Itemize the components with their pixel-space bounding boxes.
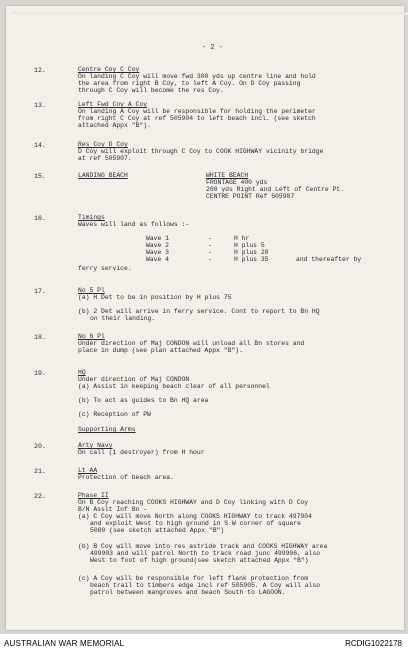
para-line: (b) To act as guides to Bn HQ area (78, 397, 209, 404)
beach-extent: 200 yds Right and Left of Centre Pt. (206, 186, 345, 193)
para-number: 17. (34, 288, 46, 295)
para-heading: Arty Navy (78, 442, 113, 449)
para-line: (b) B Coy will move into res astride track and COOKS HIGHWAY area (78, 543, 328, 550)
wave-dash: - (208, 235, 212, 242)
para-heading: Res Coy D Coy (78, 141, 128, 148)
para-heading: No 6 Pl (78, 333, 105, 340)
para-line: On call (1 destroyer) from H hour (78, 449, 205, 456)
wave-label: Wave 4 (146, 256, 170, 263)
para-line: ferry service. (78, 265, 132, 272)
para-number: 20. (34, 443, 46, 450)
para-number: 21. (34, 468, 46, 475)
para-line: D Coy will exploit through C Coy to COOK HIGHWAY vicinity bridge (78, 148, 324, 155)
footer-id: RCDIG1022178 (345, 639, 402, 648)
para-line: B/N Asslt Inf Bn - (78, 506, 148, 513)
para-number: 19. (34, 370, 46, 377)
document-page (6, 6, 404, 630)
beach-frontage: FRONTAGE 400 yds (206, 179, 268, 186)
wave-time: H plus 5 (234, 242, 265, 249)
para-heading: Lt AA (78, 467, 98, 474)
wave-time: H hr (234, 235, 250, 242)
section-heading: Supporting Arms (78, 426, 136, 433)
para-line: Protection of beach area. (78, 474, 174, 481)
archive-footer (0, 634, 408, 654)
para-number: 14. (34, 142, 46, 149)
wave-extra: and thereafter by (296, 256, 362, 263)
wave-time: H plus 35 (234, 256, 269, 263)
wave-dash: - (208, 242, 212, 249)
footer-source: AUSTRALIAN WAR MEMORIAL (4, 639, 125, 648)
para-heading: No 5 Pl (78, 287, 105, 294)
para-line: (c) Reception of PW (78, 411, 151, 418)
para-number: 18. (34, 334, 46, 341)
para-line: Waves will land as follows :- (78, 221, 190, 228)
para-line: Under direction of Maj CONDON (78, 376, 190, 383)
wave-dash: - (208, 256, 212, 263)
para-line: 5000 (see sketch attached Appx "B") (90, 527, 225, 534)
para-line: (b) 2 Det will arrive in ferry service. Cont to report to Bn HQ (78, 308, 320, 315)
wave-dash: - (208, 249, 212, 256)
para-line: beach trail to timbers edge incl ref 505905. A Coy will also (90, 582, 321, 589)
para-number: 13. (34, 102, 46, 109)
para-line: Under direction of Maj CONDON will unload all Bn stores and (78, 340, 305, 347)
para-line: from right C Coy at ref 505904 to left beach incl. (see sketch (78, 115, 316, 122)
para-line: the area from right B Coy, to left A Coy. On D Coy passing (78, 80, 301, 87)
para-line: attached Appx "B"). (78, 122, 151, 129)
beach-name: WHITE BEACH (206, 172, 249, 179)
para-line: (c) A Coy will be responsible for left flank protection from (78, 575, 309, 582)
para-line: On landing A Coy will be responsible for holding the perimeter (78, 108, 316, 115)
para-heading: LANDING BEACH (78, 172, 128, 179)
para-line: (a) Assist in keeping beach clear of all personnel (78, 383, 270, 390)
para-line: (a) H Det to be in position by H plus 75 (78, 294, 232, 301)
page-number: - 2 - (202, 44, 224, 52)
para-number: 16. (34, 215, 46, 222)
para-line: patrol between mangroves and beach South to LAGOON. (90, 589, 286, 596)
para-heading: Left Fwd Coy A Coy (78, 101, 148, 108)
para-heading: Centre Coy C Coy (78, 66, 140, 73)
wave-label: Wave 2 (146, 242, 170, 249)
wave-label: Wave 1 (146, 235, 170, 242)
wave-label: Wave 3 (146, 249, 170, 256)
para-line: West to foot of high ground(see sketch attached Appx "B") (90, 557, 309, 564)
para-line: On landing C Coy will move fwd 300 yds up centre line and hold (78, 73, 316, 80)
para-number: 22. (34, 493, 46, 500)
para-line: place in dump (see plan attached Appx "B"). (78, 347, 243, 354)
para-line: (a) C Coy will move North along COOKS HIGHWAY to track 497904 (78, 513, 312, 520)
para-line: through C Coy will become the res Coy. (78, 87, 224, 94)
para-line: on their landing. (90, 315, 156, 322)
beach-centre-point: CENTRE POINT Ref 505907 (206, 193, 295, 200)
para-line: On B Coy reaching COOKS HIGHWAY and D Coy linking with D Coy (78, 499, 309, 506)
page-edge (12, 12, 408, 15)
para-heading: Phase II (78, 492, 109, 499)
para-heading: HQ (78, 369, 86, 376)
para-number: 12. (34, 67, 46, 74)
para-line: 499903 and will patrol North to track road junc 499906, also (90, 550, 321, 557)
para-line: and exploit West to high ground in S W corner of square (90, 520, 301, 527)
para-line: at ref 505907. (78, 155, 132, 162)
para-number: 15. (34, 173, 46, 180)
para-heading: Timings (78, 214, 105, 221)
wave-time: H plus 20 (234, 249, 269, 256)
